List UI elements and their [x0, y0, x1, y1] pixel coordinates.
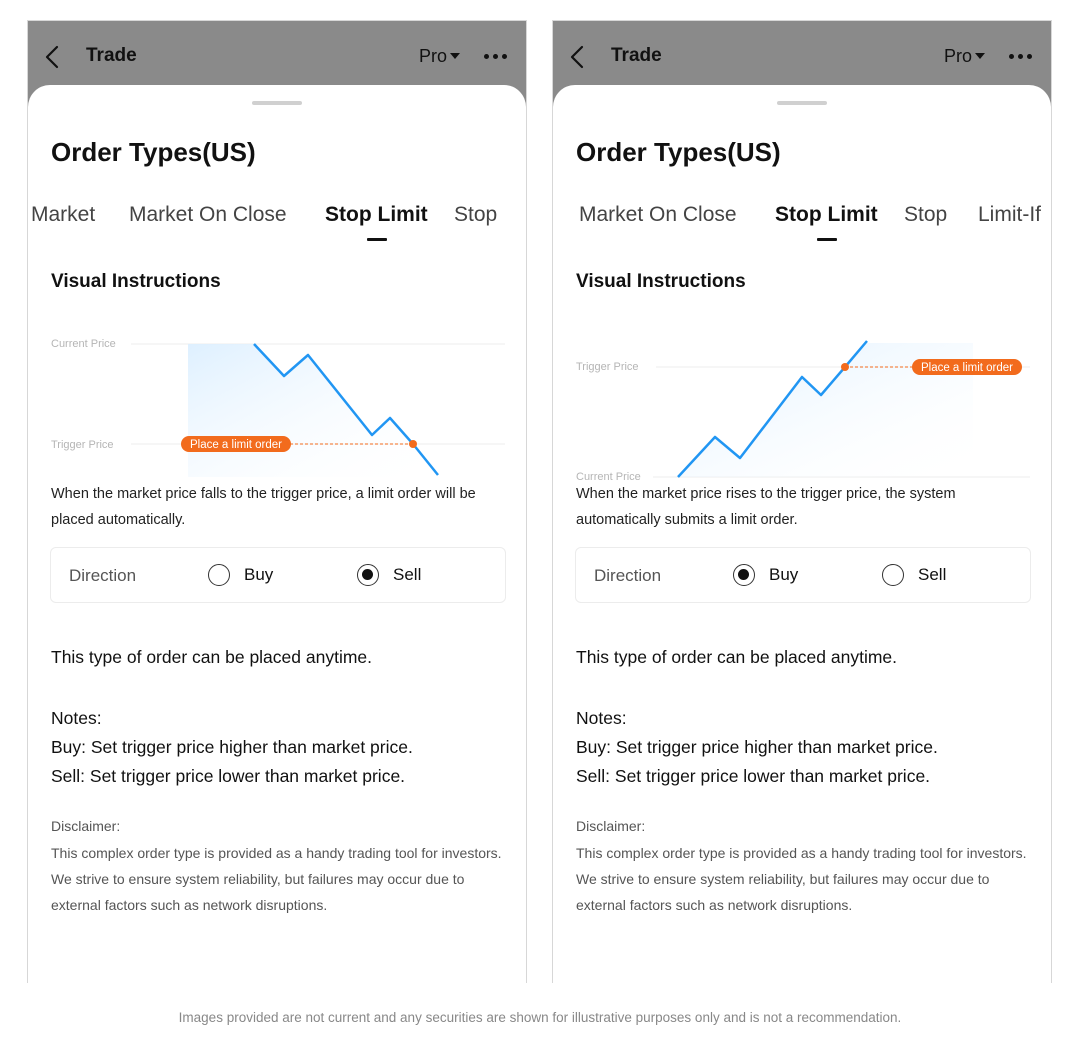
visual-instructions-heading: Visual Instructions [51, 271, 221, 292]
direction-option-buy[interactable] [208, 564, 273, 586]
notes-title: Notes: [51, 708, 102, 728]
notes-sell: Sell: Set trigger price lower than market price. [51, 766, 406, 786]
radio-sell[interactable] [357, 564, 379, 586]
sheet-drag-handle[interactable] [252, 101, 302, 105]
notes-buy: Buy: Set trigger price higher than market price. [576, 737, 938, 757]
callout-text: Place a limit order [189, 439, 283, 451]
direction-option-buy[interactable] [733, 564, 798, 586]
radio-buy[interactable] [208, 564, 230, 586]
buy-label: Buy [769, 565, 799, 584]
trigger-price-label: Trigger Price [576, 361, 639, 373]
direction-label: Direction [69, 566, 137, 585]
availability-text: This type of order can be placed anytime. [576, 647, 898, 667]
direction-selector [50, 547, 506, 603]
radio-sell[interactable] [882, 564, 904, 586]
sheet-title: Order Types(US) [576, 137, 781, 167]
visual-instructions-heading: Visual Instructions [576, 271, 746, 292]
tab-market[interactable]: Market [31, 203, 96, 226]
tab-market-on-close[interactable]: Market On Close [579, 203, 737, 226]
active-tab-indicator [367, 238, 387, 241]
caret-down-icon [975, 53, 985, 60]
direction-selector [575, 547, 1031, 603]
direction-label: Direction [594, 566, 662, 585]
page-title: Trade [86, 45, 137, 66]
illustrative-disclaimer-footer: Images provided are not current and any securities are shown for illustrative purposes only and is not a recommendation. [178, 1010, 902, 1025]
radio-buy[interactable] [733, 564, 755, 586]
phone-screen-right [552, 20, 1052, 983]
notes-buy: Buy: Set trigger price higher than market price. [51, 737, 413, 757]
order-type-tabs [28, 203, 526, 243]
order-types-sheet [28, 85, 526, 985]
callout-text: Place a limit order [920, 362, 1014, 374]
pro-mode-label: Pro [419, 46, 448, 66]
more-options-icon[interactable] [1009, 54, 1033, 60]
disclaimer-title: Disclaimer: [576, 818, 646, 834]
availability-text: This type of order can be placed anytime. [51, 647, 373, 667]
chart-description: When the market price falls to the trigger price, a limit order will be placed automatically. [51, 486, 476, 528]
notes-title: Notes: [576, 708, 627, 728]
direction-option-sell[interactable] [357, 564, 421, 586]
notes-block [576, 704, 938, 791]
notes-block [51, 704, 413, 791]
active-tab-indicator [817, 238, 837, 241]
more-options-icon[interactable] [484, 54, 508, 60]
current-price-label: Current Price [576, 471, 641, 483]
tab-stop[interactable]: Stop [904, 203, 948, 226]
trigger-price-label: Trigger Price [51, 439, 114, 451]
sheet-title: Order Types(US) [51, 137, 256, 167]
notes-sell: Sell: Set trigger price lower than market price. [576, 766, 931, 786]
caret-down-icon [450, 53, 460, 60]
stop-limit-buy-chart [553, 305, 1053, 483]
disclaimer-body: This complex order type is provided as a handy trading tool for investors. We strive to ensure system reliability, but failures may occur due to external factors such as network disruptions. [576, 845, 1027, 913]
disclaimer-body: This complex order type is provided as a handy trading tool for investors. We strive to ensure system reliability, but failures may occur due to external factors such as network disruptions. [51, 845, 502, 913]
phone-screen-left [27, 20, 527, 983]
trigger-point [841, 363, 849, 371]
tab-stop[interactable]: Stop [454, 203, 498, 226]
sheet-drag-handle[interactable] [777, 101, 827, 105]
tab-stop-limit[interactable]: Stop Limit [775, 203, 878, 226]
trigger-point [409, 440, 417, 448]
tab-market-on-close[interactable]: Market On Close [129, 203, 287, 226]
sell-label: Sell [918, 565, 947, 584]
back-arrow-icon[interactable] [569, 45, 585, 69]
order-types-sheet [553, 85, 1051, 985]
pro-mode-label: Pro [944, 46, 973, 66]
chart-description: When the market price rises to the trigger price, the system automatically submits a limit order. [576, 486, 956, 528]
direction-option-sell[interactable] [882, 564, 946, 586]
tab-stop-limit[interactable]: Stop Limit [325, 203, 428, 226]
pro-mode-dropdown[interactable] [419, 46, 460, 67]
pro-mode-dropdown[interactable] [944, 46, 985, 67]
order-type-tabs [553, 203, 1051, 243]
stop-limit-sell-chart [28, 305, 528, 465]
sell-label: Sell [393, 565, 422, 584]
disclaimer-title: Disclaimer: [51, 818, 121, 834]
back-arrow-icon[interactable] [44, 45, 60, 69]
buy-label: Buy [244, 565, 274, 584]
tab-limit-if[interactable]: Limit-If [978, 203, 1041, 226]
current-price-label: Current Price [51, 338, 116, 350]
page-title: Trade [611, 45, 662, 66]
